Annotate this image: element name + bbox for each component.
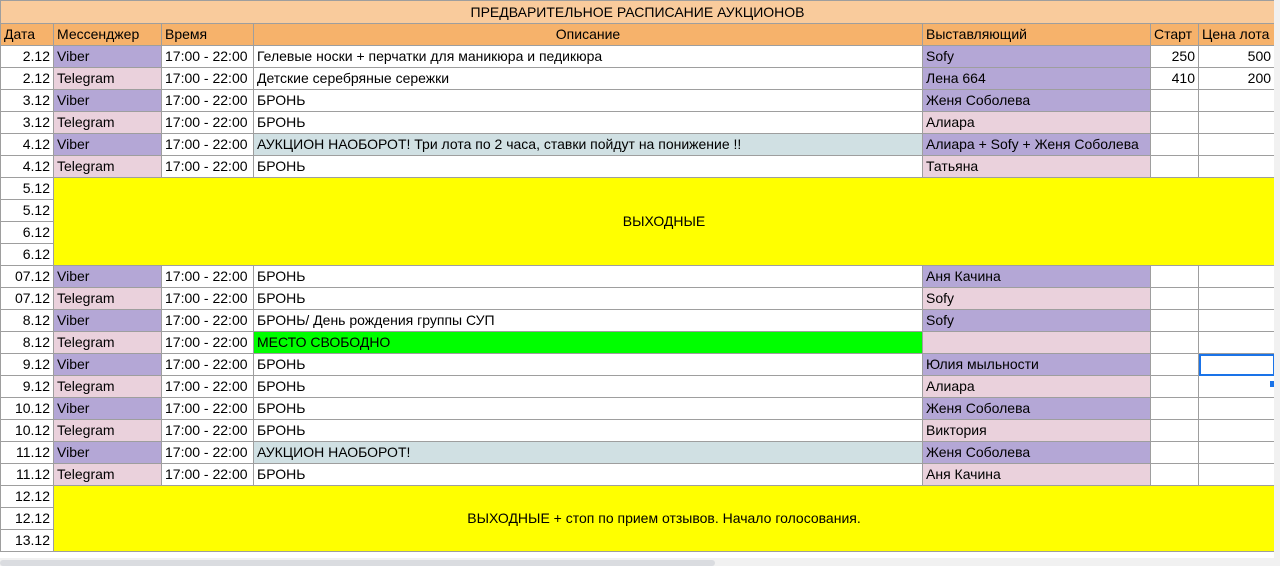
date-cell[interactable]: 12.12 (1, 508, 54, 530)
messenger-cell[interactable]: Viber (54, 266, 162, 288)
messenger-cell[interactable]: Telegram (54, 332, 162, 354)
messenger-cell[interactable]: Viber (54, 398, 162, 420)
lot-price-cell[interactable] (1199, 332, 1275, 354)
date-cell[interactable]: 5.12 (1, 200, 54, 222)
table-row (1, 398, 1275, 420)
messenger-cell[interactable]: Telegram (54, 68, 162, 90)
table-row (1, 68, 1275, 90)
date-cell[interactable]: 6.12 (1, 222, 54, 244)
lot-price-cell[interactable] (1199, 464, 1275, 486)
description-cell[interactable]: БРОНЬ (254, 112, 923, 134)
time-cell[interactable]: 17:00 - 22:00 (162, 354, 254, 376)
weekend-block-1[interactable]: ВЫХОДНЫЕ (54, 178, 1275, 266)
start-price-cell[interactable] (1151, 442, 1199, 464)
description-cell[interactable]: Детские серебряные сережки (254, 68, 923, 90)
messenger-cell[interactable]: Telegram (54, 376, 162, 398)
horizontal-scrollbar-thumb[interactable] (0, 560, 715, 566)
messenger-cell[interactable]: Telegram (54, 288, 162, 310)
time-cell[interactable]: 17:00 - 22:00 (162, 310, 254, 332)
description-cell[interactable]: МЕСТО СВОБОДНО (254, 332, 923, 354)
description-cell[interactable]: БРОНЬ (254, 420, 923, 442)
table-row (1, 156, 1275, 178)
date-cell[interactable]: 5.12 (1, 178, 54, 200)
messenger-cell[interactable]: Viber (54, 46, 162, 68)
start-price-cell[interactable] (1151, 398, 1199, 420)
seller-cell[interactable]: Виктория (923, 420, 1151, 442)
table-row (1, 464, 1275, 486)
seller-cell[interactable]: Алиара (923, 376, 1151, 398)
start-price-cell[interactable] (1151, 288, 1199, 310)
description-cell[interactable]: БРОНЬ (254, 398, 923, 420)
messenger-cell[interactable]: Telegram (54, 420, 162, 442)
date-cell[interactable]: 2.12 (1, 46, 54, 68)
header-messenger[interactable]: Мессенджер (54, 24, 162, 46)
header-date[interactable]: Дата (1, 24, 54, 46)
date-cell[interactable]: 9.12 (1, 354, 54, 376)
time-cell[interactable]: 17:00 - 22:00 (162, 332, 254, 354)
description-cell[interactable]: БРОНЬ (254, 376, 923, 398)
header-start[interactable]: Старт (1151, 24, 1199, 46)
messenger-cell[interactable]: Viber (54, 90, 162, 112)
date-cell[interactable]: 10.12 (1, 420, 54, 442)
date-cell[interactable]: 12.12 (1, 486, 54, 508)
time-cell[interactable]: 17:00 - 22:00 (162, 68, 254, 90)
lot-price-cell[interactable] (1199, 420, 1275, 442)
time-cell[interactable]: 17:00 - 22:00 (162, 134, 254, 156)
lot-price-cell[interactable] (1199, 376, 1275, 398)
date-cell[interactable]: 3.12 (1, 112, 54, 134)
date-cell[interactable]: 9.12 (1, 376, 54, 398)
messenger-cell[interactable]: Viber (54, 134, 162, 156)
lot-price-cell[interactable] (1199, 310, 1275, 332)
start-price-cell[interactable] (1151, 420, 1199, 442)
time-cell[interactable]: 17:00 - 22:00 (162, 376, 254, 398)
seller-cell[interactable] (923, 332, 1151, 354)
start-price-cell[interactable] (1151, 464, 1199, 486)
start-price-cell[interactable] (1151, 310, 1199, 332)
seller-cell[interactable]: Алиара (923, 112, 1151, 134)
seller-cell[interactable]: Аня Качина (923, 464, 1151, 486)
seller-cell[interactable]: Женя Соболева (923, 398, 1151, 420)
start-price-cell[interactable] (1151, 90, 1199, 112)
description-cell[interactable]: БРОНЬ/ День рождения группы СУП (254, 310, 923, 332)
header-time[interactable]: Время (162, 24, 254, 46)
start-price-cell[interactable]: 250 (1151, 46, 1199, 68)
seller-cell[interactable]: Sofy (923, 310, 1151, 332)
table-row (1, 90, 1275, 112)
time-cell[interactable]: 17:00 - 22:00 (162, 112, 254, 134)
lot-price-cell[interactable] (1199, 156, 1275, 178)
messenger-cell[interactable]: Telegram (54, 464, 162, 486)
table-row (1, 442, 1275, 464)
table-row (1, 376, 1275, 398)
description-cell[interactable]: БРОНЬ (254, 90, 923, 112)
time-cell[interactable]: 17:00 - 22:00 (162, 288, 254, 310)
seller-cell[interactable]: Женя Соболева (923, 442, 1151, 464)
table-row (1, 354, 1275, 376)
table-row (1, 266, 1275, 288)
description-cell[interactable]: БРОНЬ (254, 266, 923, 288)
seller-cell[interactable]: Женя Соболева (923, 90, 1151, 112)
table-row (1, 46, 1275, 68)
weekend-block-2[interactable]: ВЫХОДНЫЕ + стоп по прием отзывов. Начало голосования. (54, 486, 1275, 552)
header-row (1, 24, 1275, 46)
lot-price-cell[interactable] (1199, 90, 1275, 112)
date-cell[interactable]: 8.12 (1, 310, 54, 332)
date-cell[interactable]: 6.12 (1, 244, 54, 266)
time-cell[interactable]: 17:00 - 22:00 (162, 442, 254, 464)
date-cell[interactable]: 2.12 (1, 68, 54, 90)
header-description[interactable]: Описание (254, 24, 923, 46)
start-price-cell[interactable] (1151, 134, 1199, 156)
lot-price-cell[interactable]: 500 (1199, 46, 1275, 68)
lot-price-cell[interactable]: 200 (1199, 68, 1275, 90)
sheet-title[interactable]: ПРЕДВАРИТЕЛЬНОЕ РАСПИСАНИЕ АУКЦИОНОВ (1, 1, 1275, 24)
table-row (1, 486, 1275, 508)
messenger-cell[interactable]: Viber (54, 442, 162, 464)
date-cell[interactable]: 11.12 (1, 442, 54, 464)
time-cell[interactable]: 17:00 - 22:00 (162, 156, 254, 178)
time-cell[interactable]: 17:00 - 22:00 (162, 398, 254, 420)
time-cell[interactable]: 17:00 - 22:00 (162, 420, 254, 442)
date-cell[interactable]: 8.12 (1, 332, 54, 354)
lot-price-cell[interactable] (1199, 266, 1275, 288)
date-cell[interactable]: 13.12 (1, 530, 54, 552)
seller-cell[interactable]: Sofy (923, 46, 1151, 68)
description-cell[interactable]: АУКЦИОН НАОБОРОТ! (254, 442, 923, 464)
table-row (1, 178, 1275, 200)
seller-cell[interactable]: Sofy (923, 288, 1151, 310)
start-price-cell[interactable] (1151, 112, 1199, 134)
date-cell[interactable]: 07.12 (1, 266, 54, 288)
messenger-cell[interactable]: Telegram (54, 112, 162, 134)
date-cell[interactable]: 11.12 (1, 464, 54, 486)
table-row (1, 288, 1275, 310)
date-cell[interactable]: 4.12 (1, 156, 54, 178)
time-cell[interactable]: 17:00 - 22:00 (162, 46, 254, 68)
date-cell[interactable]: 10.12 (1, 398, 54, 420)
lot-price-cell[interactable] (1199, 112, 1275, 134)
table-row (1, 420, 1275, 442)
lot-price-cell[interactable] (1199, 288, 1275, 310)
start-price-cell[interactable] (1151, 376, 1199, 398)
time-cell[interactable]: 17:00 - 22:00 (162, 90, 254, 112)
date-cell[interactable]: 4.12 (1, 134, 54, 156)
table-row (1, 112, 1275, 134)
description-cell[interactable]: БРОНЬ (254, 288, 923, 310)
description-cell[interactable]: АУКЦИОН НАОБОРОТ! Три лота по 2 часа, ставки пойдут на понижение !! (254, 134, 923, 156)
seller-cell[interactable]: Татьяна (923, 156, 1151, 178)
date-cell[interactable]: 3.12 (1, 90, 54, 112)
seller-cell[interactable]: Алиара + Sofy + Женя Соболева (923, 134, 1151, 156)
start-price-cell[interactable] (1151, 354, 1199, 376)
header-seller[interactable]: Выставляющий (923, 24, 1151, 46)
header-price[interactable]: Цена лота (1199, 24, 1275, 46)
lot-price-cell[interactable] (1199, 442, 1275, 464)
table-row (1, 332, 1275, 354)
seller-cell[interactable]: Лена 664 (923, 68, 1151, 90)
start-price-cell[interactable] (1151, 266, 1199, 288)
start-price-cell[interactable] (1151, 332, 1199, 354)
table-row (1, 310, 1275, 332)
lot-price-cell[interactable] (1199, 398, 1275, 420)
start-price-cell[interactable]: 410 (1151, 68, 1199, 90)
seller-cell[interactable]: Аня Качина (923, 266, 1151, 288)
lot-price-cell[interactable] (1199, 134, 1275, 156)
date-cell[interactable]: 07.12 (1, 288, 54, 310)
messenger-cell[interactable]: Viber (54, 310, 162, 332)
selected-cell[interactable] (1199, 354, 1275, 376)
description-cell[interactable]: БРОНЬ (254, 354, 923, 376)
messenger-cell[interactable]: Telegram (54, 156, 162, 178)
messenger-cell[interactable]: Viber (54, 354, 162, 376)
start-price-cell[interactable] (1151, 156, 1199, 178)
seller-cell[interactable]: Юлия мыльности (923, 354, 1151, 376)
description-cell[interactable]: Гелевые носки + перчатки для маникюра и педикюра (254, 46, 923, 68)
description-cell[interactable]: БРОНЬ (254, 156, 923, 178)
description-cell[interactable]: БРОНЬ (254, 464, 923, 486)
time-cell[interactable]: 17:00 - 22:00 (162, 464, 254, 486)
time-cell[interactable]: 17:00 - 22:00 (162, 266, 254, 288)
table-row (1, 134, 1275, 156)
vertical-scrollbar[interactable] (1274, 0, 1280, 566)
